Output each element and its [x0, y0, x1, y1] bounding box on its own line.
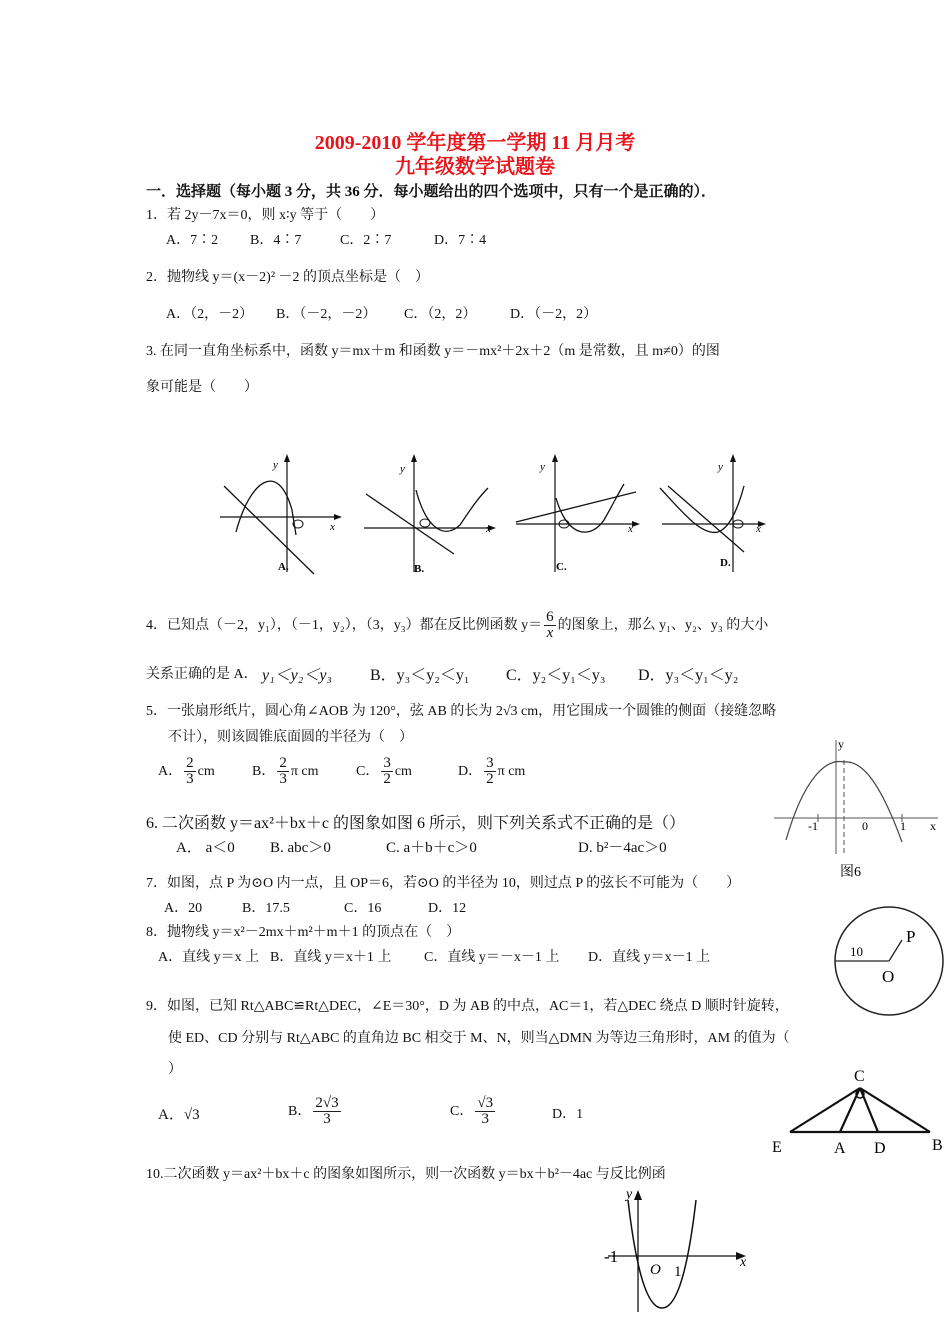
- q9-c-den: 3: [481, 1111, 489, 1128]
- q3-graphs: [210, 450, 790, 580]
- q5-d-den: 2: [486, 771, 494, 788]
- q8-option-a: A．直线 y＝x 上: [158, 950, 260, 965]
- q3-a-x-label: x: [330, 521, 335, 533]
- q9-b-den: 3: [323, 1111, 331, 1128]
- q3-graph-a: [220, 454, 342, 574]
- q1-option-d: D．7∶4: [434, 233, 487, 248]
- q3-d-caption: D.: [720, 557, 731, 569]
- q6-fig-zero: 0: [862, 819, 868, 833]
- q5-option-b: [252, 750, 319, 794]
- q9-stem-line2: 使 ED、CD 分别与 Rt△ABC 的直角边 BC 相交于 M、N，则当△DMN 为等边三角形时，AM 的值为（: [168, 1031, 790, 1046]
- q3-c-caption: C.: [556, 561, 567, 573]
- q7-stem: 7．如图，点 P 为⊙O 内一点，且 OP＝6，若⊙O 的半径为 10，则过点 P 的弦长不可能为（ ）: [146, 876, 741, 891]
- q4-option-c: C．y₂＜y₁＜y₃: [506, 667, 606, 684]
- q5-d-label: D．: [458, 764, 483, 779]
- q6-stem: 6. 二次函数 y＝ax²＋bx＋c 的图象如图 6 所示，则下列关系式不正确的是（）: [146, 815, 686, 832]
- q8-option-d: D．直线 y＝x－1 上: [588, 950, 711, 965]
- q9-c-label: C．: [450, 1104, 474, 1119]
- q3-stem-line2: 象可能是（ ）: [146, 380, 258, 395]
- q4-stem-part-a: 4．已知点（－2，y₁），（－1，y₂），（3，y₃）都在反比例函数 y＝: [146, 618, 543, 633]
- q10-figure: [600, 1182, 760, 1316]
- q6-option-d: D. b²－4ac＞0: [578, 840, 667, 856]
- q9-b-num: 2√3: [315, 1094, 339, 1111]
- q2-option-a: A．（2，－2）: [166, 307, 254, 322]
- q8-option-b: B．直线 y＝x＋1 上: [270, 950, 392, 965]
- q7-fig-o: O: [882, 967, 895, 986]
- page-title: 2009-2010 学年度第一学期 11 月月考: [314, 132, 636, 154]
- q9-option-d: D．1: [552, 1107, 584, 1122]
- q5-stem-line1: 5．一张扇形纸片，圆心角∠AOB 为 120°，弦 AB 的长为 2√3 cm，用它围成一个圆锥的侧面（接缝忽略: [146, 704, 777, 719]
- q1-option-a: A．7∶2: [166, 233, 219, 248]
- q4-option-d: D．y₃＜y₁＜y₂: [638, 667, 739, 684]
- q5-d-unit: π cm: [497, 764, 526, 779]
- q7-figure: [830, 900, 948, 1022]
- q6-option-c: C. a＋b＋c＞0: [386, 840, 477, 856]
- q4-stem-line2: 关系正确的是 A．: [146, 667, 258, 682]
- q10-fig-one: 1: [674, 1264, 682, 1280]
- q9-fig-a: A: [834, 1140, 846, 1157]
- q10-fig-neg1: -1: [604, 1247, 619, 1266]
- q5-option-a: [158, 750, 215, 794]
- q9-fig-d: D: [874, 1140, 886, 1157]
- q9-stem-line1: 9．如图，已知 Rt△ABC≌Rt△DEC，∠E＝30°，D 为 AB 的中点，AC＝1，若△DEC 绕点 D 顺时针旋转，: [146, 999, 789, 1014]
- q4-option-a: y₁＜y₂＜y₃: [262, 667, 332, 684]
- q9-fig-b: B: [932, 1137, 943, 1154]
- q7-option-c: C．16: [344, 901, 382, 916]
- q6-fig-caption: 图6: [840, 865, 861, 880]
- q5-b-num: 2: [279, 754, 287, 771]
- q6-fig-one: 1: [900, 819, 906, 833]
- q9-c-num: √3: [477, 1094, 494, 1111]
- q7-option-d: D．12: [428, 901, 467, 916]
- q2-stem: 2．抛物线 y＝(x－2)² －2 的顶点坐标是（ ）: [146, 270, 430, 285]
- q3-graph-b: [364, 454, 496, 575]
- q6-fig-y: y: [838, 737, 844, 751]
- q9-fig-c: C: [854, 1068, 865, 1085]
- q4-option-b: B．y₃＜y₂＜y₁: [370, 667, 470, 684]
- q9-b-label: B．: [288, 1104, 312, 1119]
- q3-d-x-label: x: [756, 523, 761, 535]
- q9-figure: [770, 1062, 946, 1158]
- q5-option-c: [356, 750, 412, 794]
- q5-c-num: 3: [383, 754, 391, 771]
- q2-option-c: C．（2，2）: [404, 307, 477, 322]
- q8-stem: 8．抛物线 y＝x²－2mx＋m²＋m＋1 的顶点在（ ）: [146, 925, 461, 940]
- q3-c-x-label: x: [628, 523, 633, 535]
- q4-frac-den: x: [546, 625, 554, 642]
- q5-stem-line2: 不计），则该圆锥底面圆的半径为（ ）: [168, 730, 413, 745]
- q4-stem-line1: [146, 606, 768, 646]
- q5-b-unit: π cm: [290, 764, 319, 779]
- q5-b-den: 3: [279, 771, 287, 788]
- q1-option-b: B．4∶7: [250, 233, 302, 248]
- q7-option-b: B．17.5: [242, 901, 290, 916]
- q7-option-a: A．20: [164, 901, 203, 916]
- q2-option-d: D．（－2，2）: [510, 307, 598, 322]
- page-subtitle: 九年级数学试题卷: [395, 156, 555, 178]
- q5-b-label: B．: [252, 764, 276, 779]
- q6-option-b: B. abc＞0: [270, 840, 331, 856]
- q5-a-unit: cm: [197, 764, 215, 779]
- q5-c-label: C．: [356, 764, 380, 779]
- q5-c-unit: cm: [394, 764, 412, 779]
- q9-option-a: A．√3: [158, 1107, 200, 1123]
- q3-stem-line1: 3. 在同一直角坐标系中，函数 y＝mx＋m 和函数 y＝－mx²＋2x＋2（m 是常数，且 m≠0）的图: [146, 344, 720, 359]
- q9-option-c: [450, 1090, 497, 1134]
- q6-fig-x: x: [930, 819, 936, 833]
- q3-d-y-label: y: [718, 461, 723, 473]
- q9-stem-line3: ）: [168, 1062, 182, 1077]
- q3-graph-c: [516, 454, 640, 573]
- q8-option-c: C．直线 y＝－x－1 上: [424, 950, 560, 965]
- q5-d-num: 3: [486, 754, 494, 771]
- q5-c-den: 2: [383, 771, 391, 788]
- q7-fig-r: 10: [850, 944, 863, 959]
- q10-fig-y: y: [626, 1187, 633, 1202]
- q9-option-b: [288, 1090, 343, 1134]
- q4-stem-part-b: 的图象上，那么 y₁、y₂、y₃ 的大小: [557, 618, 769, 633]
- q10-fig-o: O: [650, 1262, 661, 1278]
- q5-a-den: 3: [186, 771, 194, 788]
- section-heading: 一．选择题（每小题 3 分，共 36 分．每小题给出的四个选项中，只有一个是正确的）．: [146, 184, 717, 200]
- q4-frac-num: 6: [546, 608, 554, 625]
- q3-b-x-label: x: [486, 523, 491, 535]
- q1-stem: 1．若 2y－7x＝0，则 x∶y 等于（ ）: [146, 208, 385, 223]
- q6-figure: [770, 736, 946, 882]
- q10-stem: 10.二次函数 y＝ax²＋bx＋c 的图象如图所示，则一次函数 y＝bx＋b²－4ac 与反比例函: [146, 1167, 666, 1182]
- q10-fig-x: x: [740, 1255, 747, 1270]
- q4-fraction: [544, 610, 556, 643]
- q3-a-caption: A.: [278, 561, 289, 573]
- q3-c-y-label: y: [540, 461, 545, 473]
- q3-graph-d: [660, 454, 766, 572]
- q6-fig-neg1: -1: [808, 819, 818, 833]
- q9-fig-e: E: [772, 1139, 782, 1156]
- q3-b-y-label: y: [400, 463, 405, 475]
- q7-fig-p: P: [906, 927, 916, 946]
- q3-a-y-label: y: [273, 459, 278, 471]
- q5-option-d: [458, 750, 525, 794]
- q6-option-a: A． a＜0: [176, 840, 235, 856]
- q3-b-caption: B.: [414, 563, 425, 575]
- q2-option-b: B．（－2，－2）: [276, 307, 377, 322]
- q1-option-c: C．2∶7: [340, 233, 392, 248]
- q5-a-label: A．: [158, 764, 183, 779]
- q5-a-num: 2: [186, 754, 194, 771]
